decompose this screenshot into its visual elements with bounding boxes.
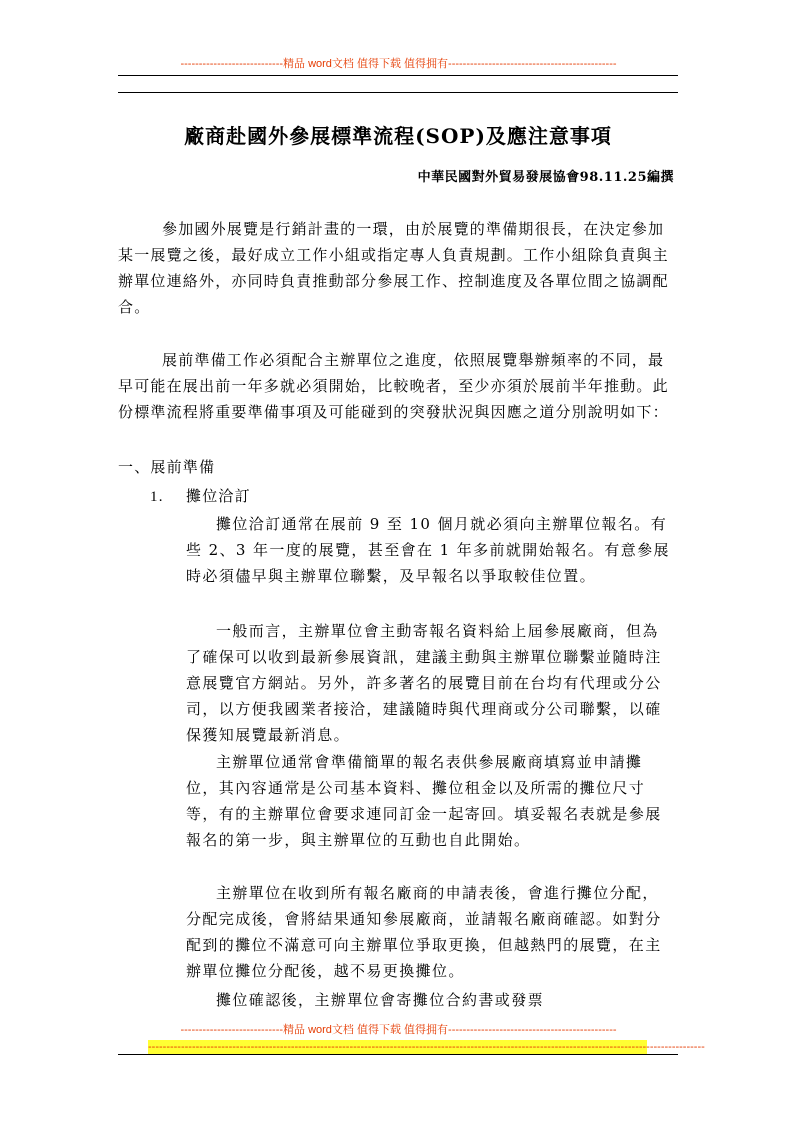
list-item-title: 攤位洽訂 <box>186 487 251 505</box>
item-paragraph-5-text: 攤位確認後，主辦單位會寄攤位合約書或發票 <box>216 991 545 1009</box>
list-item-heading <box>150 483 251 510</box>
item-paragraph-5 <box>186 987 672 1013</box>
item-paragraph-3 <box>186 749 672 853</box>
intro-paragraph-2-text: 展前準備工作必須配合主辦單位之進度，依照展覽舉辦頻率的不同，最早可能在展出前一年多就必須開始，比較晚者，至少亦須於展前半年推動。此份標準流程將重要準備事項及可能碰到的突發狀況與因應之道分別說明如下： <box>118 351 669 421</box>
item-paragraph-3-text: 主辦單位通常會準備簡單的報名表供參展廠商填寫並申請攤位，其內容通常是公司基本資料、攤位租金以及所需的攤位尺寸等，有的主辦單位會要求連同訂金一起寄回。填妥報名表就是參展報名的第一步，與主辦單位的互動也自此開始。 <box>186 753 662 849</box>
item-paragraph-4-text: 主辦單位在收到所有報名廠商的申請表後，會進行攤位分配，分配完成後，會將結果通知參展廠商，並請報名廠商確認。如對分配到的攤位不滿意可向主辦單位爭取更換，但越熱門的展覽，在主辦單位攤位分配後，越不易更換攤位。 <box>186 884 662 980</box>
item-paragraph-1 <box>186 511 672 589</box>
section-heading: 一、展前準備 <box>118 458 216 476</box>
item-paragraph-2-text: 一般而言，主辦單位會主動寄報名資料給上屆參展廠商，但為了確保可以收到最新參展資訊，建議主動與主辦單位聯繫並隨時注意展覽官方網站。另外，許多著名的展覽目前在台均有代理或分公司，以方便我國業者接洽，建議隨時與代理商或分公司聯繫，以確保獲知展覽最新消息。 <box>186 622 662 744</box>
item-paragraph-4 <box>186 880 672 984</box>
footer-dashed-line: -------------------------------------------------------------------------------------------------------------------------------------------------------- <box>148 1041 705 1053</box>
list-item-number: 1. <box>150 489 164 505</box>
footer-banner: ----------------------------精品 word文档 值得下载 值得拥有---------------------------------------------- <box>180 1024 617 1036</box>
document-byline: 中華民國對外貿易發展協會98.11.25編撰 <box>417 170 674 185</box>
header-rule <box>118 75 678 76</box>
footer-rule <box>118 1054 678 1055</box>
intro-paragraph-1-text: 參加國外展覽是行銷計畫的一環，由於展覽的準備期很長，在決定參加某一展覽之後，最好成立工作小組或指定專人負責規劃。工作小組除負責與主辦單位連絡外，亦同時負責推動部分參展工作、控制進度及各單位間之協調配合。 <box>118 220 669 316</box>
item-paragraph-1-text: 攤位洽訂通常在展前 9 至 10 個月就必須向主辦單位報名。有些 2、3 年一度的展覽，甚至會在 1 年多前就開始報名。有意參展時必須儘早與主辦單位聯繫，及早報名以爭取較佳位置。 <box>186 515 670 585</box>
document-title: 廠商赴國外參展標準流程(SOP)及應注意事項 <box>184 124 612 148</box>
item-paragraph-2 <box>186 618 672 748</box>
header-rule-2 <box>118 92 678 93</box>
intro-paragraph-1 <box>118 216 678 320</box>
header-banner: ----------------------------精品 word文档 值得下载 值得拥有---------------------------------------------- <box>180 58 617 70</box>
intro-paragraph-2 <box>118 347 678 425</box>
